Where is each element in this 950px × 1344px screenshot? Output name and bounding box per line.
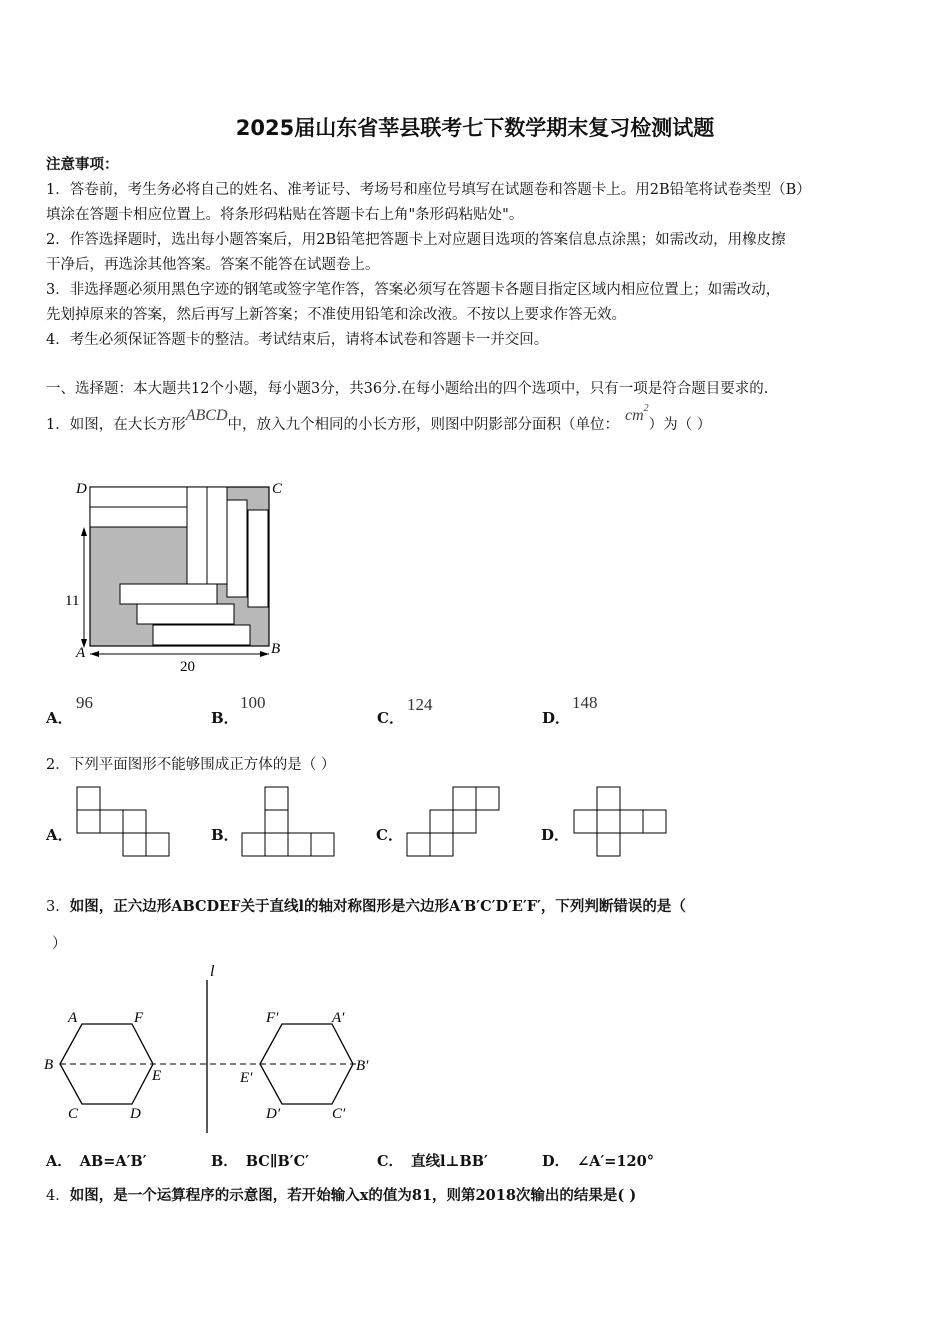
note-line: 3．非选择题必须用黑色字迹的钢笔或签字笔作答，答案必须写在答题卡各题目指定区域内相应位置上；如需改动， bbox=[46, 282, 781, 298]
question-text: 如图，正六边形ABCDEF关于直线l的轴对称图形是六边形A′B′C′D′E′F′，下列判断错误的是（ bbox=[69, 898, 686, 915]
label-e-prime: E′ bbox=[240, 1070, 253, 1086]
q3-options bbox=[46, 1150, 926, 1172]
question-text: 如图，在大长方形 bbox=[69, 417, 186, 433]
option-c[interactable]: C． 直线l⊥BB′ bbox=[377, 1153, 488, 1170]
option-b[interactable]: B． BC∥B′C′ bbox=[211, 1153, 309, 1170]
option-d-value: 148 bbox=[572, 693, 598, 712]
option-b-label[interactable]: B． bbox=[211, 709, 239, 727]
small-rect bbox=[187, 487, 207, 584]
option-b-value: 100 bbox=[240, 693, 266, 712]
section-heading: 一、选择题：本大题共12个小题，每小题3分，共36分.在每小题给出的四个选项中，只有一项是符合题目要求的. bbox=[46, 381, 769, 397]
notes-heading: 注意事项： bbox=[46, 156, 119, 173]
q2-option-b-label[interactable]: B． bbox=[211, 826, 239, 844]
question-text: 下列平面图形不能够围成正方体的是（ ） bbox=[69, 757, 336, 773]
small-rect bbox=[248, 510, 268, 607]
option-a-label[interactable]: A． bbox=[46, 709, 73, 727]
q1-figure bbox=[60, 475, 290, 675]
math-abcd: ABCD bbox=[185, 407, 228, 424]
question-2 bbox=[46, 753, 335, 774]
unit-exponent: 2 bbox=[643, 403, 649, 415]
label-d-prime: D′ bbox=[266, 1106, 281, 1122]
note-line: 4．考生必须保证答题卡的整洁。考试结束后，请将本试卷和答题卡一并交回。 bbox=[46, 332, 549, 348]
note-line: 2．作答选择题时，选出每小题答案后，用2B铅笔把答题卡上对应题目选项的答案信息点涂黑；如需改动，用橡皮擦 bbox=[46, 232, 786, 248]
question-text: 中，放入九个相同的小长方形，则图中阴影部分面积（单位： bbox=[227, 417, 620, 433]
small-rect bbox=[120, 584, 217, 604]
unit: cm bbox=[625, 407, 644, 424]
question-4 bbox=[46, 1184, 636, 1205]
label-b: B bbox=[271, 641, 281, 657]
label-d: D bbox=[76, 481, 87, 497]
question-text: 如图，是一个运算程序的示意图，若开始输入x的值为81，则第2018次输出的结果是( ) bbox=[69, 1187, 637, 1204]
option-d[interactable]: D． ∠A′=120° bbox=[542, 1153, 654, 1170]
label-c-prime: C′ bbox=[332, 1106, 346, 1122]
label-a: A bbox=[76, 645, 86, 661]
small-rect bbox=[153, 625, 250, 645]
question-3 bbox=[46, 895, 686, 916]
label-f: F bbox=[134, 1010, 144, 1026]
small-rect bbox=[227, 500, 247, 597]
question-text: ）为（ ） bbox=[648, 417, 712, 433]
q3-figure bbox=[40, 958, 390, 1138]
note-line: 填涂在答题卡相应位置上。将条形码粘贴在答题卡右上角"条形码粘贴处"。 bbox=[46, 207, 524, 223]
question-number: 2． bbox=[46, 757, 70, 773]
page-title: 2025届山东省莘县联考七下数学期末复习检测试题 bbox=[235, 116, 715, 140]
question-3-tail: ） bbox=[52, 936, 67, 952]
note-line: 1．答卷前，考生务必将自己的姓名、准考证号、考场号和座位号填写在试题卷和答题卡上。用2B铅笔将试卷类型（B） bbox=[46, 182, 811, 198]
label-d: D bbox=[130, 1106, 141, 1122]
label-l: l bbox=[210, 963, 215, 980]
label-height: 11 bbox=[65, 593, 80, 609]
label-f-prime: F′ bbox=[266, 1010, 279, 1026]
q2-net-a bbox=[76, 786, 171, 858]
note-line: 干净后，再选涂其他答案。答案不能答在试题卷上。 bbox=[46, 257, 380, 273]
label-c: C bbox=[272, 481, 283, 497]
label-e: E bbox=[152, 1068, 162, 1084]
question-number: 3． bbox=[46, 899, 70, 915]
small-rect bbox=[90, 487, 187, 507]
q2-net-b bbox=[241, 786, 336, 858]
label-a: A bbox=[68, 1010, 78, 1026]
q1-options bbox=[46, 693, 926, 727]
small-rect bbox=[137, 604, 234, 624]
label-c: C bbox=[68, 1106, 79, 1122]
question-number: 1． bbox=[46, 417, 70, 433]
option-a[interactable]: A． AB=A′B′ bbox=[46, 1153, 147, 1170]
question-number: 4． bbox=[46, 1188, 70, 1204]
label-b-prime: B′ bbox=[356, 1058, 369, 1074]
q2-net-c bbox=[406, 786, 501, 858]
label-width: 20 bbox=[180, 659, 195, 675]
q2-option-c-label[interactable]: C． bbox=[376, 826, 403, 844]
question-1 bbox=[46, 403, 712, 434]
option-a-value: 96 bbox=[76, 693, 93, 712]
option-c-label[interactable]: C． bbox=[377, 709, 404, 727]
label-b: B bbox=[44, 1057, 54, 1073]
note-line: 先划掉原来的答案，然后再写上新答案；不准使用铅笔和涂改液。不按以上要求作答无效。 bbox=[46, 307, 626, 323]
q2-option-d-label[interactable]: D． bbox=[541, 826, 570, 844]
small-rect bbox=[207, 487, 227, 584]
option-d-label[interactable]: D． bbox=[542, 709, 571, 727]
label-a-prime: A′ bbox=[332, 1010, 345, 1026]
small-rect bbox=[90, 507, 187, 527]
q2-option-a-label[interactable]: A． bbox=[46, 826, 73, 844]
q2-net-d bbox=[573, 786, 668, 858]
option-c-value: 124 bbox=[407, 695, 433, 714]
